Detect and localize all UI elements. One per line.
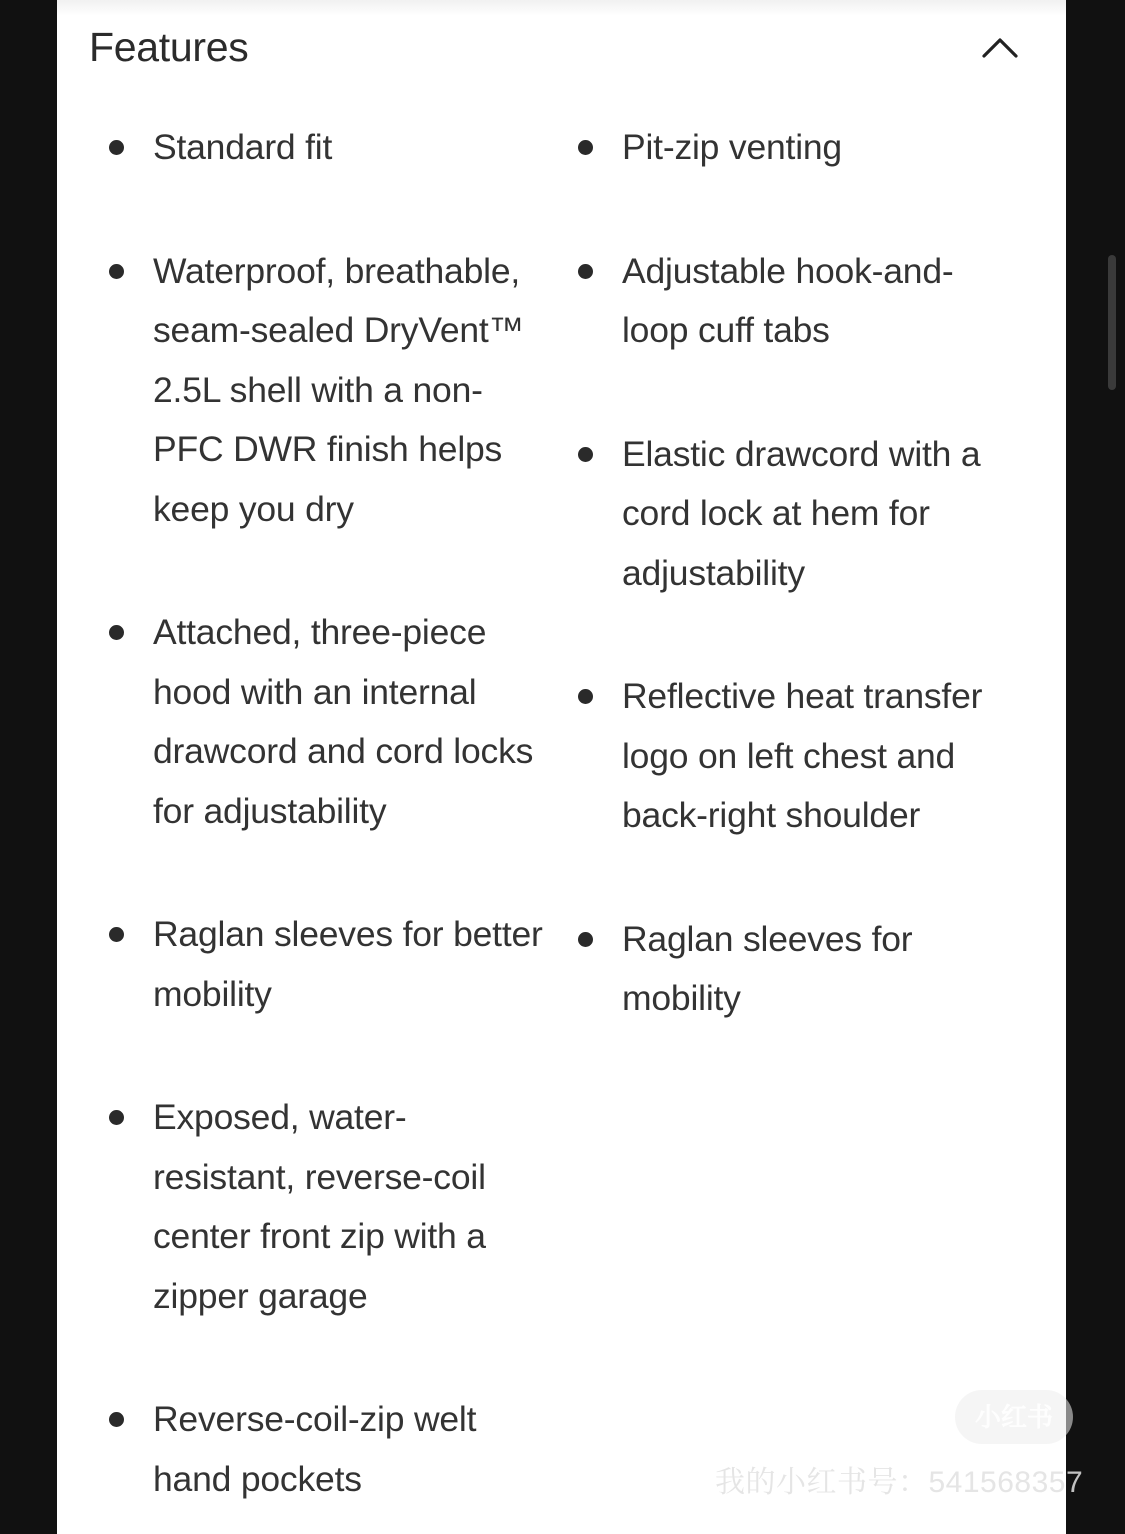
- feature-item: [574, 118, 1014, 178]
- feature-text: Standard fit: [153, 127, 333, 167]
- feature-item: [105, 603, 545, 841]
- bullet-icon: [578, 140, 593, 155]
- feature-text: Reflective heat transfer logo on left chest and back-right shoulder: [622, 676, 983, 835]
- feature-item: [574, 910, 1014, 1029]
- feature-item: [105, 118, 545, 178]
- feature-item: [574, 242, 1014, 361]
- feature-item: [105, 1390, 545, 1509]
- feature-text: Raglan sleeves for mobility: [622, 918, 913, 1018]
- feature-text: Reverse-coil-zip welt hand pockets: [153, 1399, 477, 1499]
- feature-item: [574, 425, 1014, 604]
- feature-item: [105, 905, 545, 1024]
- feature-text: Pit-zip venting: [622, 127, 842, 167]
- feature-text: Exposed, water-resistant, reverse-coil center front zip with a zipper garage: [153, 1097, 486, 1316]
- features-list-right: [574, 118, 1014, 1029]
- chevron-up-icon[interactable]: [980, 28, 1020, 68]
- bullet-icon: [109, 927, 124, 942]
- panel-top-shadow: [57, 0, 1066, 16]
- bullet-icon: [578, 932, 593, 947]
- feature-text: Waterproof, breathable, seam-sealed DryVent™ 2.5L shell with a non-PFC DWR finish helps keep you dry: [153, 250, 524, 529]
- feature-text: Elastic drawcord with a cord lock at hem for adjustability: [622, 433, 981, 593]
- feature-text: Raglan sleeves for better mobility: [153, 914, 543, 1014]
- bullet-icon: [109, 1110, 124, 1125]
- bullet-icon: [578, 264, 593, 279]
- bullet-icon: [109, 140, 124, 155]
- features-accordion-header[interactable]: [89, 22, 1034, 74]
- bullet-icon: [578, 689, 593, 704]
- section-title: Features: [89, 24, 249, 70]
- bullet-icon: [578, 447, 593, 462]
- feature-text: Attached, three-piece hood with an internal drawcord and cord locks for adjustability: [153, 612, 534, 831]
- bullet-icon: [109, 1412, 124, 1427]
- bullet-icon: [109, 625, 124, 640]
- features-panel: [57, 0, 1066, 1534]
- scrollbar-thumb[interactable]: [1108, 255, 1116, 390]
- feature-item: [105, 242, 545, 540]
- feature-text: Adjustable hook-and-loop cuff tabs: [622, 250, 954, 350]
- features-list-left: [105, 118, 545, 1509]
- bullet-icon: [109, 264, 124, 279]
- watermark-logo: 小红书: [955, 1390, 1073, 1444]
- feature-item: [105, 1088, 545, 1326]
- feature-item: [574, 667, 1014, 846]
- watermark-text: 我的小红书号：541568357: [715, 1466, 1084, 1499]
